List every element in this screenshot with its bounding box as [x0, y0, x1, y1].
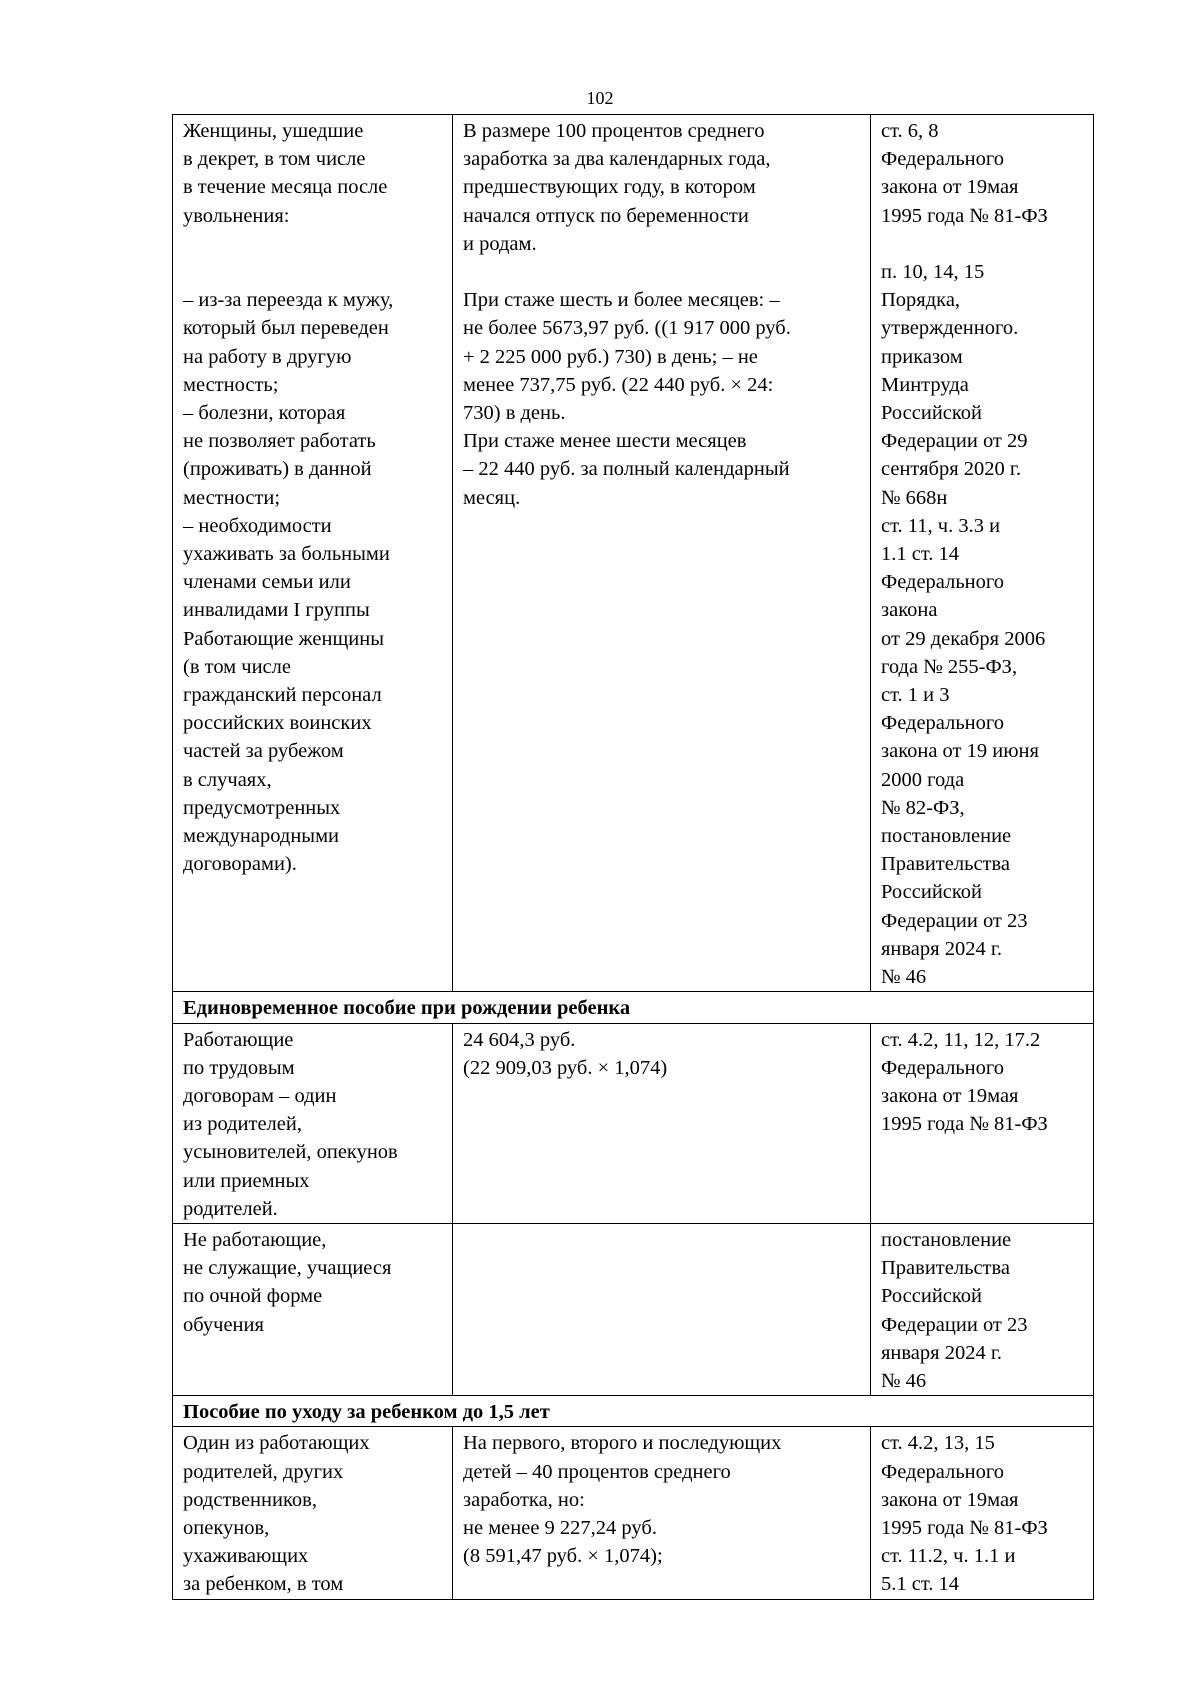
amount-cell — [453, 1223, 871, 1395]
page-number: 102 — [586, 88, 614, 108]
amount-cell: В размере 100 процентов среднего заработка за два календарных года, предшествующих году, в котором начался отпуск по беременности и родам. При стаже шесть и более месяцев: – не более 5673,97 руб. ((1 917 000 руб. + 2 225 000 руб.) 730) в день; – не менее 737,75 руб. (22 440 руб. × 24: 730) в день. При стаже менее шести месяцев – 22 440 руб. за полный календарный месяц. — [453, 115, 871, 992]
legal-basis-cell: ст. 4.2, 13, 15 Федерального закона от 19мая 1995 года № 81-ФЗ ст. 11.2, ч. 1.1 и 5.1 ст. 14 — [871, 1427, 1094, 1599]
benefits-table — [172, 114, 1094, 1600]
recipient-cell: Один из работающих родителей, других родственников, опекунов, ухаживающих за ребенком, в том — [173, 1427, 453, 1599]
section-title: Единовременное пособие при рождении ребенка — [173, 992, 1094, 1023]
section-header-row — [173, 1396, 1094, 1427]
table-row — [173, 1223, 1094, 1395]
table-row — [173, 1023, 1094, 1223]
recipient-cell: Не работающие, не служащие, учащиеся по очной форме обучения — [173, 1223, 453, 1395]
amount-cell: 24 604,3 руб. (22 909,03 руб. × 1,074) — [453, 1023, 871, 1223]
recipient-cell: Работающие по трудовым договорам – один из родителей, усыновителей, опекунов или приемных родителей. — [173, 1023, 453, 1223]
amount-cell: На первого, второго и последующих детей – 40 процентов среднего заработка, но: не менее 9 227,24 руб. (8 591,47 руб. × 1,074); — [453, 1427, 871, 1599]
legal-basis-cell: ст. 6, 8 Федерального закона от 19мая 1995 года № 81-ФЗ п. 10, 14, 15 Порядка, утвержденного. приказом Минтруда Российской Федерации от 29 сентября 2020 г. № 668н ст. 11, ч. 3.3 и 1.1 ст. 14 Федерального закона от 29 декабря 2006 года № 255-ФЗ, ст. 1 и 3 Федерального закона от 19 июня 2000 года № 82-ФЗ, постановление Правительства Российской Федерации от 23 января 2024 г. № 46 — [871, 115, 1094, 992]
table-row — [173, 1427, 1094, 1599]
section-header-row — [173, 992, 1094, 1023]
recipient-cell: Женщины, ушедшие в декрет, в том числе в течение месяца после увольнения: – из-за переезда к мужу, который был переведен на работу в другую местность; – болезни, которая не позволяет работать (проживать) в данной местности; – необходимости ухаживать за больными членами семьи или инвалидами I группы Работающие женщины (в том числе гражданский персонал российских воинских частей за рубежом в случаях, предусмотренных международными договорами). — [173, 115, 453, 992]
table-row — [173, 115, 1094, 992]
section-title: Пособие по уходу за ребенком до 1,5 лет — [173, 1396, 1094, 1427]
legal-basis-cell: ст. 4.2, 11, 12, 17.2 Федерального закона от 19мая 1995 года № 81-ФЗ — [871, 1023, 1094, 1223]
legal-basis-cell: постановление Правительства Российской Федерации от 23 января 2024 г. № 46 — [871, 1223, 1094, 1395]
